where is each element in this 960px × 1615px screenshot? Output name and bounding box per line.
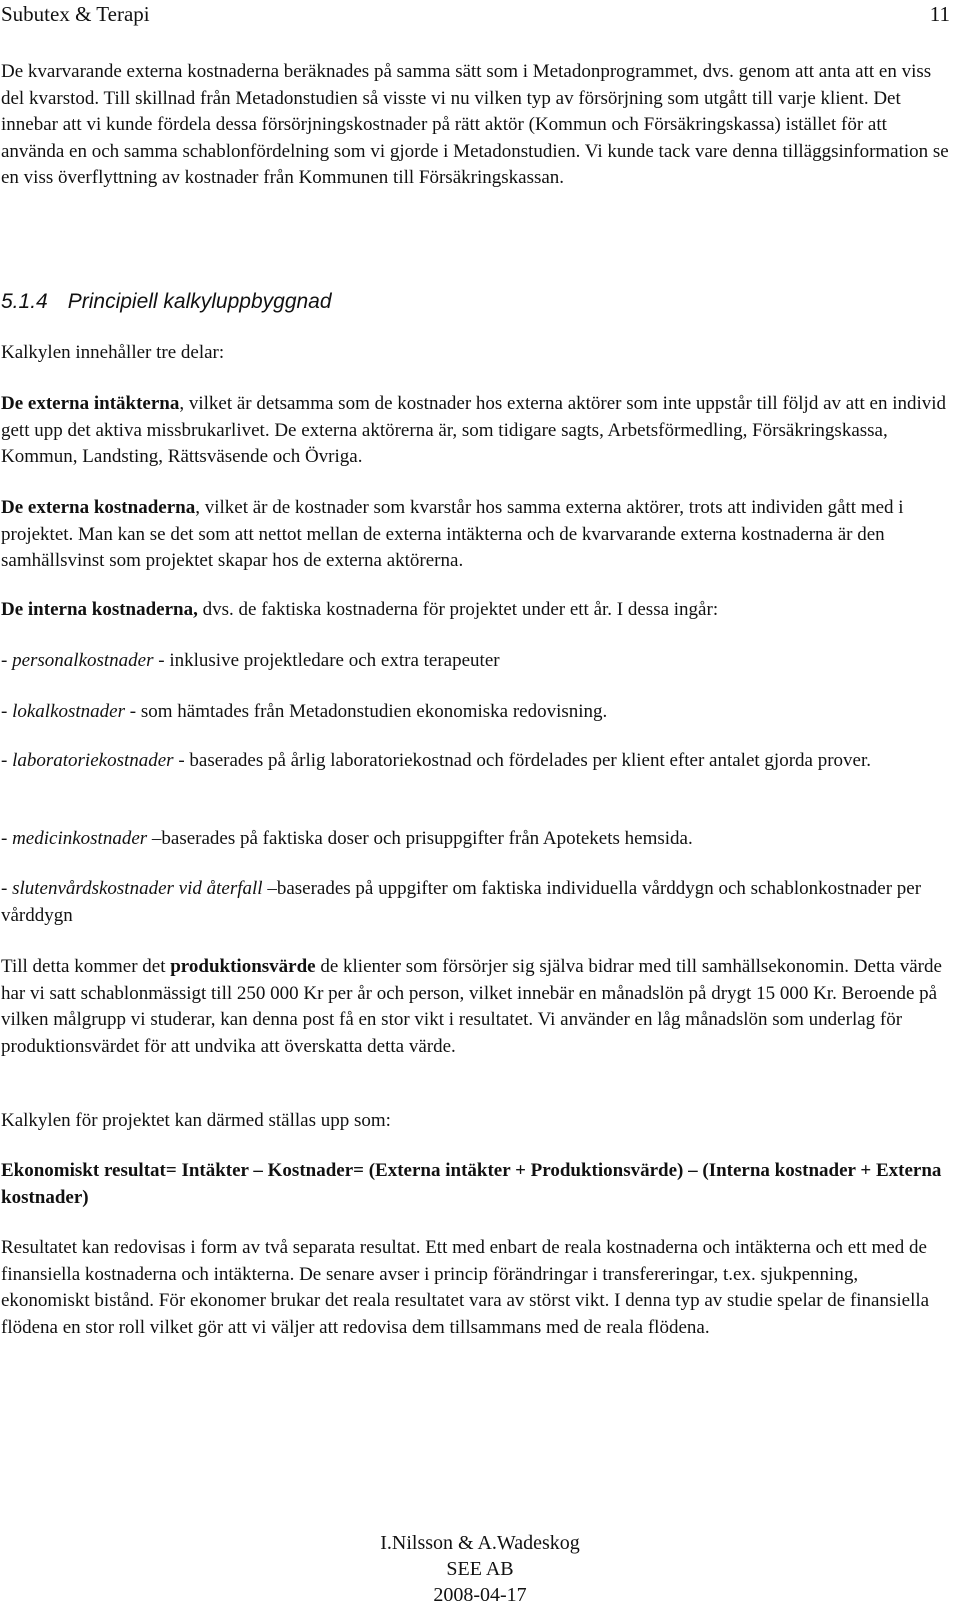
list-text: - inklusive projektledare och extra terapeuter bbox=[153, 650, 500, 671]
external-income-paragraph bbox=[1, 391, 949, 471]
footer-company: SEE AB bbox=[446, 1558, 514, 1580]
result-paragraph bbox=[1, 1235, 949, 1341]
external-costs-text: , vilket är de kostnader som kvarstår hos samma externa aktörer, trots att individen gått med i projektet. Man kan se det som att nettot mellan de externa intäkterna och de kvarvarande externa kostnaderna är den samhällsvinst som projektet skapar hos de externa aktörerna. bbox=[1, 497, 904, 572]
external-costs-paragraph bbox=[1, 495, 949, 575]
list-dash: - bbox=[1, 650, 13, 671]
list-term: lokalkostnader bbox=[12, 701, 126, 722]
list-dash: - bbox=[1, 701, 13, 722]
list-dash: - bbox=[1, 828, 13, 849]
internal-costs-term: De interna kostnaderna, bbox=[1, 599, 198, 620]
list-dash: - bbox=[1, 878, 13, 899]
cost-list-item bbox=[1, 876, 949, 929]
cost-list-item bbox=[1, 648, 949, 675]
formula-paragraph bbox=[1, 1158, 949, 1211]
list-text: - baserades på årlig laboratoriekostnad och fördelades per klient efter antalet gjorda prover. bbox=[173, 750, 872, 771]
section-title: Principiell kalkyluppbyggnad bbox=[67, 290, 332, 313]
external-income-text: , vilket är detsamma som de kostnader hos externa aktörer som inte uppstår till följd av att en individ gett upp det aktiva missbrukarlivet. De externa aktörerna är, som tidigare sagts, Arbetsförmedling, Försäkringskassa, Kommun, Landsting, Rättsväsende och Övriga. bbox=[1, 393, 947, 468]
formula-text: Ekonomiskt resultat= Intäkter – Kostnader= (Externa intäkter + Produktionsvärde) – (Interna kostnader + Externa kostnader) bbox=[1, 1160, 942, 1208]
cost-list-item bbox=[1, 826, 949, 853]
list-term: personalkostnader bbox=[12, 650, 154, 671]
list-text: - som hämtades från Metadonstudien ekonomiska redovisning. bbox=[125, 701, 608, 722]
cost-list-item bbox=[1, 748, 949, 775]
production-value-text: de klienter som försörjer sig själva bidrar med till samhällsekonomin. Detta värde har vi satt schablonmässigt till 250 000 Kr per år och person, vilket innebär en månadslön på drygt 15 000 Kr. Beroende på vilken målgrupp vi studerar, kan denna post få en stor vikt i resultatet. Vi använder en låg månadslön som underlag för produktionsvärdet för att undvika att överskatta detta värde. bbox=[1, 956, 942, 1057]
result-text: Resultatet kan redovisas i form av två separata resultat. Ett med enbart de reala kostnaderna och intäkterna och ett med de finansiella kostnaderna och intäkterna. De senare avser i princip förändringar i transfereringar, t.ex. sjukpenning, ekonomiskt bistånd. För ekonomer brukar det reala resultatet vara av störst vikt. I denna typ av studie spelar de finansiella flödena en stor roll vilket gör att vi väljer att redovisa dem tillsammans med de reala flödena. bbox=[1, 1237, 930, 1338]
external-costs-term: De externa kostnaderna bbox=[1, 497, 196, 518]
list-text: –baserades på faktiska doser och prisuppgifter från Apotekets hemsida. bbox=[147, 828, 693, 849]
intro-paragraph-block bbox=[1, 59, 949, 192]
cost-list-item bbox=[1, 699, 949, 726]
section-number: 5.1.4 bbox=[1, 290, 48, 313]
production-value-term: produktionsvärde bbox=[170, 956, 316, 977]
page-number: 11 bbox=[929, 2, 950, 26]
page-footer bbox=[0, 1530, 960, 1608]
list-term: laboratoriekostnader bbox=[12, 750, 174, 771]
lead-paragraph bbox=[1, 340, 949, 367]
footer-date: 2008-04-17 bbox=[433, 1584, 527, 1606]
page-header bbox=[0, 0, 960, 30]
external-income-term: De externa intäkterna bbox=[1, 393, 180, 414]
intro-paragraph: De kvarvarande externa kostnaderna beräknades på samma sätt som i Metadonprogrammet, dvs. genom att anta att en viss del kvarstod. Till skillnad från Metadonstudien så visste vi nu vilken typ av försörjning som utgått till varje klient. Det innebar att vi kunde fördela dessa försörjningskostnader på rätt aktör (Kommun och Försäkringskassa) istället för att använda en och samma schablonfördelning som vi gjorde i Metadonstudien. Vi kunde tack vare denna tilläggsinformation se en viss överflyttning av kostnader från Kommunen till Försäkringskassan. bbox=[1, 61, 949, 189]
production-value-intro: Till detta kommer det bbox=[1, 956, 171, 977]
list-term: medicinkostnader bbox=[12, 828, 148, 849]
lead-text: Kalkylen innehåller tre delar: bbox=[1, 342, 225, 363]
list-term: slutenvårdskostnader vid återfall bbox=[12, 878, 263, 899]
calculation-intro-paragraph bbox=[1, 1108, 949, 1135]
production-value-paragraph bbox=[1, 954, 949, 1060]
list-dash: - bbox=[1, 750, 13, 771]
list-text: –baserades på uppgifter om faktiska individuella vårddygn och schablonkostnader per vårddygn bbox=[1, 878, 922, 926]
footer-authors: I.Nilsson & A.Wadeskog bbox=[380, 1532, 580, 1554]
calculation-intro-text: Kalkylen för projektet kan därmed ställas upp som: bbox=[1, 1110, 391, 1131]
internal-costs-text: dvs. de faktiska kostnaderna för projektet under ett år. I dessa ingår: bbox=[197, 599, 719, 620]
internal-costs-paragraph bbox=[1, 597, 949, 624]
section-heading bbox=[1, 290, 332, 314]
document-title: Subutex & Terapi bbox=[1, 2, 150, 26]
